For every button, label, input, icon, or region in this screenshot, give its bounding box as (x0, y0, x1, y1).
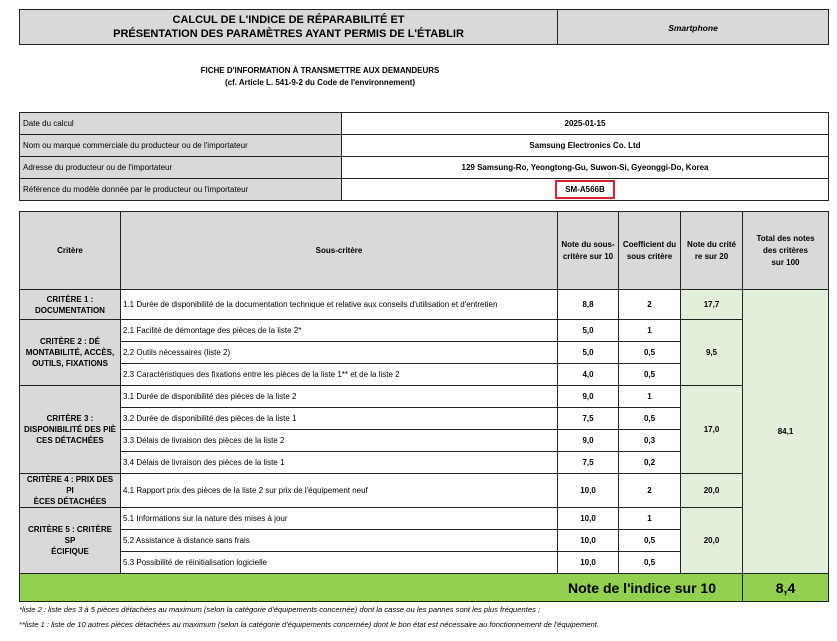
criterion-line: ÉCIFIQUE (51, 547, 89, 556)
fiche-reference: (cf. Article L. 541-9-2 du Code de l'environnement) (224, 78, 416, 87)
header-line: sur 100 (771, 257, 800, 267)
table-row (20, 320, 829, 342)
sub-criterion-coef: 0,2 (619, 452, 681, 474)
criterion-2-note: 9,5 (681, 320, 743, 386)
info-label: Adresse du producteur ou de l'importateur (20, 157, 342, 179)
criterion-line: OUTILS, FIXATIONS (32, 359, 108, 368)
criterion-line: DOCUMENTATION (35, 305, 105, 315)
title-line-1: CALCUL DE L'INDICE DE RÉPARABILITÉ ET (172, 14, 405, 26)
sub-criterion-note: 8,8 (558, 290, 619, 320)
sub-criterion-coef: 2 (619, 474, 681, 508)
criterion-line: CRITÈRE 4 : PRIX DES PI (26, 475, 114, 495)
sub-criterion-note: 10,0 (558, 474, 619, 508)
final-score-row (20, 574, 829, 602)
sub-criterion-note: 9,0 (558, 430, 619, 452)
sub-criterion-label: 3.4 Délais de livraison des pièces de la liste 1 (121, 452, 558, 474)
sub-criterion-note: 5,0 (558, 320, 619, 342)
sub-criterion-label: 4.1 Rapport prix des pièces de la liste 2 sur prix de l'équipement neuf (121, 474, 558, 508)
sub-criterion-note: 10,0 (558, 552, 619, 574)
sub-criterion-note: 4,0 (558, 364, 619, 386)
info-row-brand (20, 135, 829, 157)
info-value-date: 2025-01-15 (342, 113, 829, 135)
header-note-critere (681, 212, 743, 290)
criterion-4-name (20, 474, 121, 508)
sub-criterion-label: 3.3 Délais de livraison des pièces de la liste 2 (121, 430, 558, 452)
sub-criterion-coef: 1 (619, 320, 681, 342)
fiche-title: FICHE D'INFORMATION À TRANSMETTRE AUX DEMANDEURS (200, 66, 440, 75)
sub-criterion-label: 3.2 Durée de disponibilité des pièces de la liste 1 (121, 408, 558, 430)
sub-criterion-label: 2.3 Caractéristiques des fixations entre les pièces de la liste 1** et de la liste 2 (121, 364, 558, 386)
criterion-line: ÈCES DÉTACHÉES (33, 497, 107, 506)
sub-criterion-coef: 0,5 (619, 364, 681, 386)
criterion-5-name (20, 508, 121, 574)
criterion-line: DISPONIBILITÉ DES PIÈ (23, 425, 116, 434)
header-sous-critere: Sous-critère (121, 212, 558, 290)
criterion-3-note: 17,0 (681, 386, 743, 474)
sub-criterion-label: 5.3 Possibilité de réinitialisation logicielle (121, 552, 558, 574)
table-header-row (20, 212, 829, 290)
score-table (19, 211, 829, 602)
sub-criterion-note: 10,0 (558, 530, 619, 552)
header-total (743, 212, 829, 290)
header-table (19, 9, 829, 45)
table-row (20, 474, 829, 508)
sub-criterion-coef: 0,5 (619, 530, 681, 552)
header-line: sous critère (626, 251, 673, 261)
sub-criterion-note: 5,0 (558, 342, 619, 364)
header-line: Coefficient du (622, 239, 677, 249)
criterion-3-name (20, 386, 121, 474)
criterion-1-name (20, 290, 121, 320)
sub-criterion-note: 10,0 (558, 508, 619, 530)
sub-criterion-label: 1.1 Durée de disponibilité de la documentation technique et relative aux conseils d'utilisation et d'entretien (121, 290, 558, 320)
total-100: 84,1 (743, 290, 829, 574)
header-line: Note du crité (687, 239, 736, 249)
header-line: Total des notes (756, 233, 815, 243)
sub-criterion-coef: 2 (619, 290, 681, 320)
criterion-line: CRITÈRE 2 : DÉ (39, 337, 100, 346)
header-line: critère sur 10 (562, 251, 614, 261)
criterion-1-note: 17,7 (681, 290, 743, 320)
final-score-label: Note de l'indice sur 10 (20, 574, 743, 602)
sub-criterion-label: 3.1 Durée de disponibilité des pièces de la liste 2 (121, 386, 558, 408)
sub-criterion-label: 5.1 Informations sur la nature des mises à jour (121, 508, 558, 530)
criterion-line: CES DÉTACHÉES (36, 436, 104, 445)
sub-criterion-label: 5.2 Assistance à distance sans frais (121, 530, 558, 552)
document-title (20, 10, 558, 45)
info-value-address: 129 Samsung-Ro, Yeongtong-Gu, Suwon-Si, Gyeonggi-Do, Korea (342, 157, 829, 179)
criterion-line: CRITÈRE 3 : (46, 414, 94, 423)
info-label: Nom ou marque commerciale du producteur ou de l'importateur (20, 135, 342, 157)
sub-criterion-coef: 0,5 (619, 342, 681, 364)
sub-criterion-note: 7,5 (558, 452, 619, 474)
sub-criterion-label: 2.1 Facilité de démontage des pièces de la liste 2* (121, 320, 558, 342)
footnote-liste-1: **liste 1 : liste de 10 autres pièces détachées au maximum (selon la catégorie d'équipements concernée) dont le bon état est nécessaire au fonctionnement de l'équipement. (19, 620, 599, 629)
criterion-line: CRITÈRE 1 : (46, 294, 94, 304)
footnote-liste-2: *liste 2 : liste des 3 à 5 pièces détachées au maximum (selon la catégorie d'équipements concernée) dont la casse ou les pannes sont les plus fréquentes ; (19, 605, 541, 614)
info-label: Date du calcul (20, 113, 342, 135)
info-table (19, 112, 829, 201)
criterion-5-note: 20,0 (681, 508, 743, 574)
info-row-address (20, 157, 829, 179)
table-row (20, 508, 829, 530)
header-line: re sur 20 (694, 251, 729, 261)
criterion-2-name (20, 320, 121, 386)
info-row-date (20, 113, 829, 135)
table-row (20, 290, 829, 320)
sub-criterion-coef: 0,3 (619, 430, 681, 452)
info-row-model (20, 179, 829, 201)
sub-criterion-coef: 0,5 (619, 552, 681, 574)
sub-criterion-coef: 1 (619, 386, 681, 408)
info-value-brand: Samsung Electronics Co. Ltd (342, 135, 829, 157)
header-line: Note du sous- (561, 239, 615, 249)
title-line-2: PRÉSENTATION DES PARAMÈTRES AYANT PERMIS DE L'ÉTABLIR (113, 28, 464, 40)
table-row (20, 386, 829, 408)
sub-criterion-note: 9,0 (558, 386, 619, 408)
criterion-line: CRITÈRE 5 : CRITÈRE SP (27, 525, 112, 545)
final-score-value: 8,4 (743, 574, 829, 602)
header-critere: Critère (20, 212, 121, 290)
info-label: Référence du modèle donnée par le producteur ou l'importateur (20, 179, 342, 201)
sub-criterion-coef: 1 (619, 508, 681, 530)
sub-criterion-coef: 0,5 (619, 408, 681, 430)
model-reference-highlight: SM-A566B (555, 180, 615, 199)
header-coefficient (619, 212, 681, 290)
category-label: Smartphone (668, 23, 718, 33)
info-value-model-cell (342, 179, 829, 201)
criterion-line: MONTABILITÉ, ACCÈS, (25, 348, 115, 357)
sub-criterion-note: 7,5 (558, 408, 619, 430)
product-category (558, 10, 829, 45)
sub-criterion-label: 2.2 Outils nécessaires (liste 2) (121, 342, 558, 364)
header-line: des critères (763, 245, 808, 255)
criterion-4-note: 20,0 (681, 474, 743, 508)
header-note-sous-critere (558, 212, 619, 290)
